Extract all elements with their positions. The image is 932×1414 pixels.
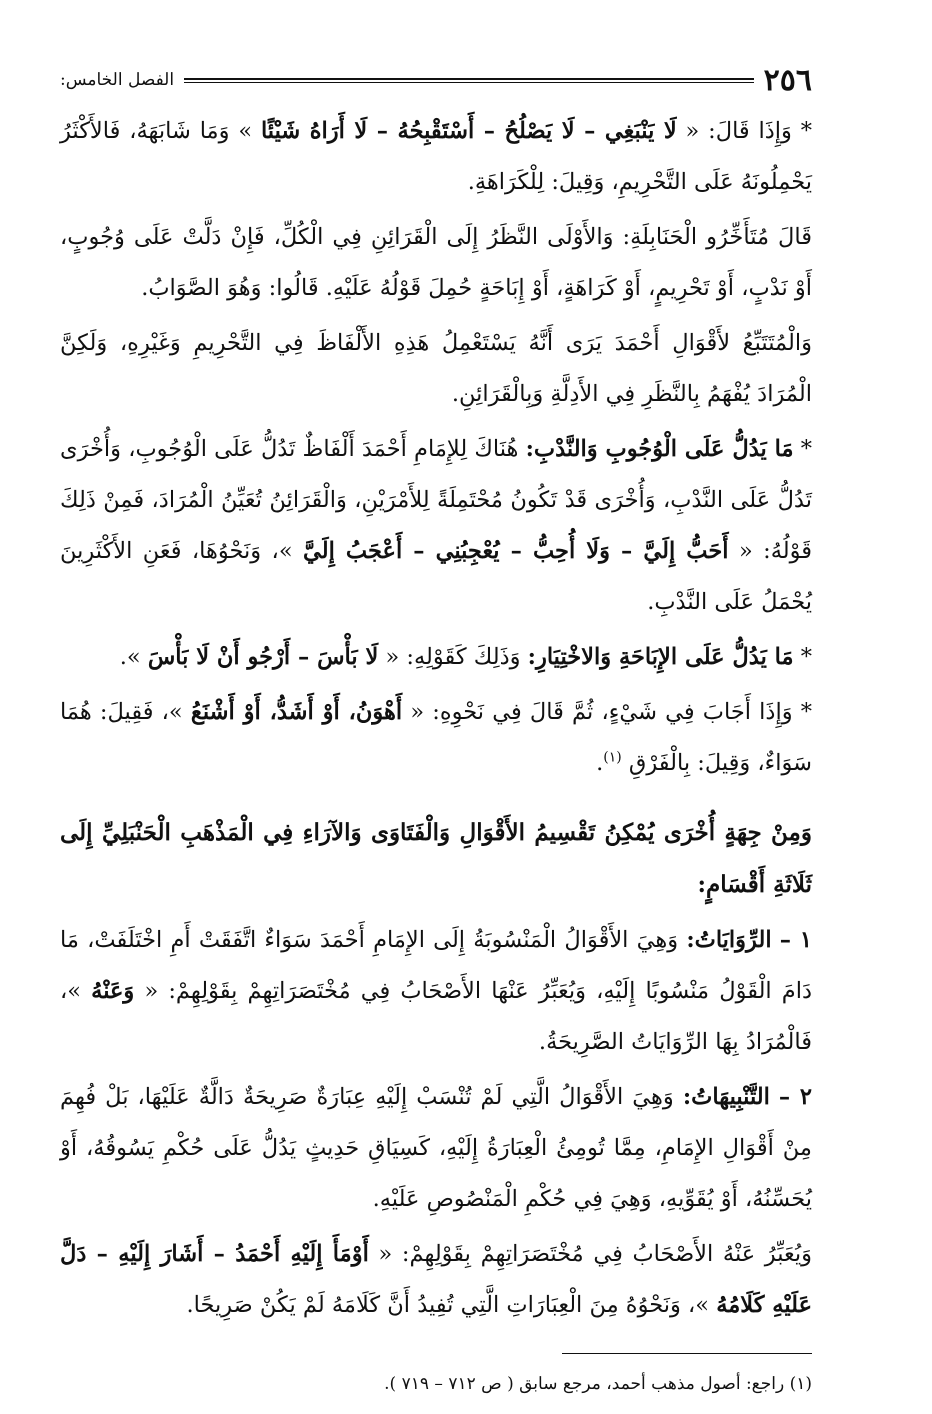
- paragraph-4: [60, 424, 812, 628]
- paragraph-7: [60, 915, 812, 1068]
- paragraph-1-intro: وَإِذَا قَالَ: «: [685, 118, 792, 144]
- list-number: ١ –: [779, 927, 813, 953]
- paragraph-5-rest: ».: [119, 644, 141, 670]
- paragraph-2: قَالَ مُتَأَخِّرُو الْحَنَابِلَةِ: وَالأَوْلَى النَّظَرُ إِلَى الْقَرَائِنِ فِي الْكُلِّ، فَإِنْ دَلَّتْ عَلَى وُجُوبٍ، أَوْ نَدْبٍ، أَوْ تَحْرِيمٍ، أَوْ كَرَاهَةٍ، أَوْ إِبَاحَةٍ حُمِلَ قَوْلُهُ عَلَيْهِ. قَالُوا: وَهُوَ الصَّوَابُ.: [60, 224, 812, 301]
- paragraph-6-end: .: [596, 750, 604, 776]
- footnote-separator: [562, 1353, 812, 1354]
- paragraph-4-title: مَا يَدُلُّ عَلَى الْوُجُوبِ وَالنَّدْبِ:: [525, 436, 794, 462]
- header-rule: [184, 78, 754, 83]
- bullet-marker: *: [800, 436, 812, 462]
- bullet-marker: *: [800, 699, 813, 725]
- paragraph-1-rest: » وَمَا شَابَهَهُ، فَالأَكْثَرُ يَحْمِلُونَهُ عَلَى التَّحْرِيمِ، وَقِيلَ: لِلْكَرَاهَةِ.: [60, 118, 812, 195]
- footnote-reference[interactable]: (١): [603, 749, 622, 766]
- book-page: [60, 60, 812, 1414]
- paragraph-5-intro: وَذَلِكَ كَقَوْلِهِ: «: [385, 644, 521, 670]
- paragraph-9-rest: »، وَنَحْوُهُ مِنَ الْعِبَارَاتِ الَّتِي تُفِيدُ أَنَّ كَلَامَهُ لَمْ يَكُنْ صَرِيحًا.: [186, 1292, 710, 1318]
- paragraph-9: [60, 1229, 812, 1331]
- paragraph-5-title: مَا يَدُلُّ عَلَى الإِبَاحَةِ وَالاخْتِيَارِ:: [527, 644, 794, 670]
- page-header: [60, 60, 812, 100]
- paragraph-6: [60, 687, 812, 789]
- bullet-marker: *: [800, 644, 812, 670]
- paragraph-7-title: الرِّوَايَاتُ:: [686, 927, 772, 953]
- paragraph-6-rest: »، فَقِيلَ: هُمَا سَوَاءٌ، وَقِيلَ: بِالْفَرْقِ: [60, 699, 812, 776]
- paragraph-6-quote: أَهْوَنُ، أَوْ أَشَدُّ، أَوْ أَشْنَعُ: [190, 699, 403, 725]
- paragraph-5-quote: لَا بَأْسَ – أَرْجُو أَنْ لَا بَأْسَ: [147, 644, 379, 670]
- paragraph-4-intro: هُنَاكَ لِلإِمَامِ أَحْمَدَ أَلْفَاظٌ تَدُلُّ عَلَى الْوُجُوبِ، وَأُخْرَى تَدُلُّ عَلَى النَّدْبِ، وَأُخْرَى قَدْ تَكُونُ مُحْتَمِلَةً لِلأَمْرَيْنِ، وَالْقَرَائِنُ تُعَيِّنُ الْمُرَادَ، فَمِنْ ذَلِكَ قَوْلُهُ: «: [60, 436, 813, 564]
- chapter-title: الفصل الخامس:: [60, 70, 175, 90]
- bullet-marker: *: [800, 118, 812, 144]
- paragraph-4-quote: أَحَبُّ إِلَيَّ – وَلَا أُحِبُّ – يُعْجِبُنِي – أَعْجَبُ إِلَيَّ: [302, 538, 729, 564]
- paragraph-7-intro: وَهِيَ الأَقْوَالُ الْمَنْسُوبَةُ إِلَى الإِمَامِ أَحْمَدَ سَوَاءٌ اتَّفَقَتْ أَمِ اخْتَلَفَتْ، مَا دَامَ الْقَوْلُ مَنْسُوبًا إِلَيْهِ، وَيُعَبِّرُ عَنْهَا الأَصْحَابُ فِي مُخْتَصَرَاتِهِمْ بِقَوْلِهِمْ: «: [60, 927, 812, 1004]
- paragraph-8-title: التَّنْبِيهَاتُ:: [682, 1084, 770, 1110]
- section-heading: وَمِنْ جِهَةٍ أُخْرَى يُمْكِنُ تَقْسِيمُ الأَقْوَالِ وَالْفَتَاوَى وَالآرَاءِ فِي الْمَذْهَبِ الْحَنْبَلِيِّ إِلَى ثَلَاثَةِ أَقْسَامٍ:: [60, 819, 812, 898]
- footnote: (١) راجع: أصول مذهب أحمد، مرجع سابق ( ص ٧١٢ – ٧١٩ ).: [384, 1374, 812, 1394]
- paragraph-7-quote: وَعَنْهُ: [91, 978, 135, 1004]
- paragraph-4-rest: »، وَنَحْوُهَا، فَعَنِ الأَكْثَرِينَ يُحْمَلُ عَلَى النَّدْبِ.: [60, 538, 812, 615]
- paragraph-1: [60, 106, 812, 208]
- paragraph-6-intro: وَإِذَا أَجَابَ فِي شَيْءٍ، ثُمَّ قَالَ فِي نَحْوِهِ: «: [410, 699, 793, 725]
- paragraph-7-rest: »، فَالْمُرَادُ بِهَا الرِّوَايَاتُ الصَّرِيحَةُ.: [60, 978, 812, 1055]
- paragraph-3: وَالْمُتَتَبِّعُ لأَقْوَالِ أَحْمَدَ يَرَى أَنَّهُ يَسْتَعْمِلُ هَذِهِ الأَلْفَاظَ فِي التَّحْرِيمِ وَغَيْرِهِ، وَلَكِنَّ الْمُرَادَ يُفْهَمُ بِالنَّظَرِ فِي الأَدِلَّةِ وَبِالْقَرَائِنِ.: [60, 330, 812, 407]
- page-number: ٢٥٦: [763, 62, 812, 98]
- paragraph-1-quote: لَا يَنْبَغِي – لَا يَصْلُحُ – أَسْتَقْبِحُهُ – لَا أَرَاهُ شَيْئًا: [260, 118, 677, 144]
- paragraph-8-text: وَهِيَ الأَقْوَالُ الَّتِي لَمْ تُنْسَبْ إِلَيْهِ عِبَارَةٌ صَرِيحَةٌ دَالَّةٌ عَلَيْهَا، بَلْ فُهِمَ مِنْ أَقْوَالِ الإِمَامِ، مِمَّا تُومِئُ الْعِبَارَةُ إِلَيْهِ، كَسِيَاقِ حَدِيثٍ يَدُلُّ عَلَى حُكْمِ يَسُوقُهُ، أَوْ يُحَسِّنُهُ، أَوْ يُقَوِّيهِ، وَهِيَ فِي حُكْمِ الْمَنْصُوصِ عَلَيْهِ.: [60, 1084, 812, 1212]
- paragraph-9-quote: أَوْمَأَ إِلَيْهِ أَحْمَدُ – أَشَارَ إِلَيْهِ – دَلَّ عَلَيْهِ كَلَامُهُ: [60, 1241, 812, 1318]
- list-number: ٢ –: [778, 1084, 813, 1110]
- paragraph-5: [60, 632, 812, 683]
- paragraph-9-intro: وَيُعَبِّرُ عَنْهُ الأَصْحَابُ فِي مُخْتَصَرَاتِهِمْ بِقَوْلِهِمْ: «: [378, 1241, 812, 1267]
- paragraph-8: [60, 1072, 812, 1225]
